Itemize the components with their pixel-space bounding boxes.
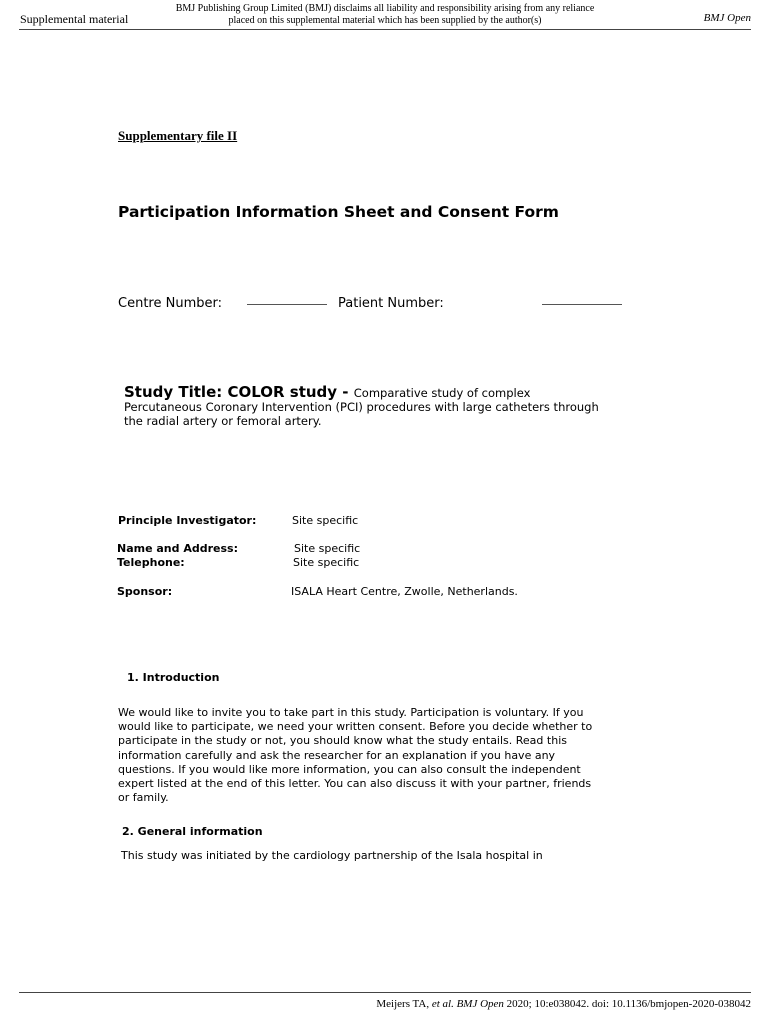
study-desc-line-1: Comparative study of complex xyxy=(353,386,531,400)
intro-line: would like to participate, we need your written consent. Before you decide whether to xyxy=(118,720,593,734)
patient-number-blank xyxy=(542,304,622,305)
header-disclaimer xyxy=(150,3,620,27)
header-left-label: Supplemental material xyxy=(20,12,129,26)
header-journal: BMJ Open xyxy=(703,12,751,24)
study-title-label: Study Title: COLOR study - xyxy=(124,383,354,401)
study-title-block xyxy=(124,385,664,428)
pi-value: Site specific xyxy=(292,514,359,527)
study-desc-line-3: the radial artery or femoral artery. xyxy=(124,414,322,428)
telephone-value: Site specific xyxy=(293,556,360,569)
sponsor-label: Sponsor: xyxy=(117,585,173,598)
footer-authors: Meijers TA, xyxy=(376,998,432,1010)
study-desc-line-2: Percutaneous Coronary Intervention (PCI) procedures with large catheters through xyxy=(124,400,599,414)
footer-divider xyxy=(19,992,751,993)
intro-line: questions. If you would like more information, you can also consult the independent xyxy=(118,762,581,776)
general-line-1: This study was initiated by the cardiology partnership of the Isala hospital in xyxy=(121,849,543,862)
name-address-value: Site specific xyxy=(294,542,361,555)
centre-number-blank xyxy=(247,304,327,305)
pi-label: Principle Investigator: xyxy=(118,514,257,527)
intro-line: or family. xyxy=(118,791,169,805)
disclaimer-line-1: BMJ Publishing Group Limited (BMJ) disclaims all liability and responsibility arising from any reliance xyxy=(175,3,595,14)
intro-line: information carefully and ask the researcher for an explanation if you have any xyxy=(118,748,556,762)
intro-heading: 1. Introduction xyxy=(127,671,220,684)
centre-number-label: Centre Number: xyxy=(118,296,222,311)
intro-line: participate in the study or not, you should know what the study entails. Read this xyxy=(118,734,567,748)
page-title: Participation Information Sheet and Consent Form xyxy=(118,203,559,221)
sponsor-value: ISALA Heart Centre, Zwolle, Netherlands. xyxy=(291,585,518,598)
footer-doi: 2020; 10:e038042. doi: 10.1136/bmjopen-2020-038042 xyxy=(503,998,751,1010)
study-title-line-1 xyxy=(124,385,664,400)
disclaimer-line-2: placed on this supplemental material which has been supplied by the author(s) xyxy=(228,15,542,26)
telephone-label: Telephone: xyxy=(117,556,185,569)
intro-line: expert listed at the end of this letter. You can also discuss it with your partner, friends xyxy=(118,777,592,791)
name-address-label: Name and Address: xyxy=(117,542,238,555)
intro-paragraph xyxy=(118,706,678,805)
intro-line: We would like to invite you to take part in this study. Participation is voluntary. If you xyxy=(118,706,584,719)
footer-etal: et al. BMJ Open xyxy=(431,998,504,1010)
patient-number-label: Patient Number: xyxy=(338,296,444,311)
general-heading: 2. General information xyxy=(122,825,263,838)
supplementary-label: Supplementary file II xyxy=(118,128,238,143)
header-divider xyxy=(19,29,751,30)
footer-citation xyxy=(376,998,751,1010)
